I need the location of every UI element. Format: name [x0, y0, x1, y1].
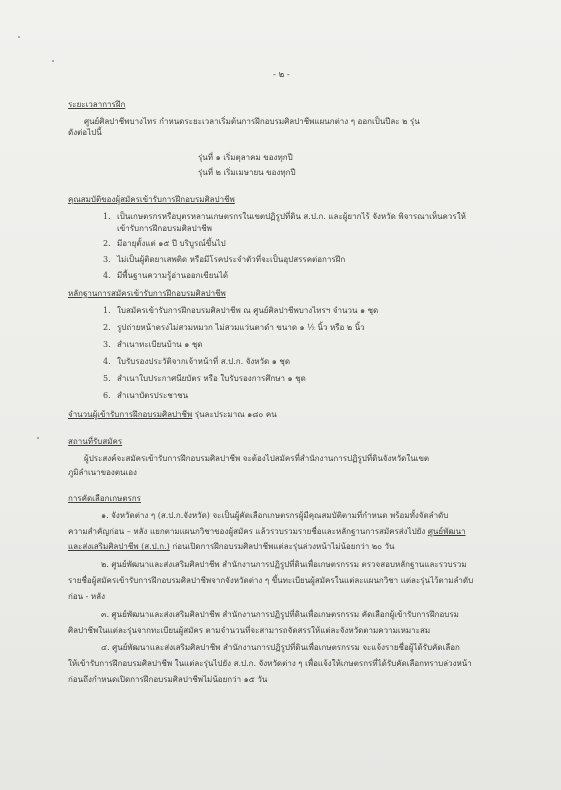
- qualification-text: มีอายุตั้งแต่ ๑๕ ปี บริบูรณ์ขึ้นไป: [117, 239, 226, 248]
- selection-p2-line3: ก่อน - หลัง: [68, 592, 105, 601]
- document-text: ใบรับรองประวัติจากเจ้าหน้าที่ ส.ป.ก. จังหวัด ๑ ชุด: [117, 357, 291, 366]
- selection-p1-line2: [68, 526, 466, 537]
- document-num: 4.: [103, 357, 111, 366]
- application-place-heading: สถานที่รับสมัคร: [68, 437, 123, 446]
- qualification-text: ไม่เป็นผู้ติดยาเสพติด หรือมีโรคประจำตัวที่จะเป็นอุปสรรคต่อการฝึก: [117, 255, 346, 264]
- selection-p4-line3: ก่อนถึงกำหนดเปิดการฝึกอบรมศิลปาชีพไม่น้อยกว่า ๑๕ วัน: [68, 675, 268, 684]
- qualifications-heading: คุณสมบัติของผู้สมัครเข้ารับการฝึกอบรมศิลปาชีพ: [68, 195, 235, 204]
- selection-p1-line1: ๑. จังหวัดต่าง ๆ (ส.ป.ก.จังหวัด) จะเป็นผู้คัดเลือกเกษตรกรผู้มีคุณสมบัติตามที่กำหนด พร้อมทั้งจัดลำดับ: [101, 511, 449, 520]
- document-text: สำเนาทะเบียนบ้าน ๑ ชุด: [117, 340, 203, 349]
- selection-p3-line2: ศิลปาชีพในแต่ละรุ่นจากทะเบียนผู้สมัคร ตามจำนวนที่จะสามารถจัดสรรให้แต่ละจังหวัดตามความเหมาะสม: [68, 626, 431, 635]
- scan-speck: [18, 36, 20, 38]
- document-text: รูปถ่ายหน้าตรงไม่สวมหมวก ไม่สวมแว่นตาดำ ขนาด ๑ ½ นิ้ว หรือ ๒ นิ้ว: [117, 323, 365, 332]
- document-text: สำเนาใบประกาศนียบัตร หรือ ใบรับรองการศึกษา ๑ ชุด: [117, 374, 306, 383]
- selection-p4-line2: ให้เข้ารับการฝึกอบรมศิลปาชีพ ในแต่ละรุ่นไปยัง ส.ป.ก. จังหวัดต่าง ๆ เพื่อแจ้งให้เกษตรกรที่ได้รับคัดเลือกทราบล่วงหน้า: [68, 659, 472, 668]
- documents-heading: หลักฐานการสมัครเข้ารับการฝึกอบรมศิลปาชีพ: [68, 289, 226, 298]
- document-text: ใบสมัครเข้ารับการฝึกอบรมศิลปาชีพ ณ ศูนย์ศิลปาชีพบางไทรฯ จำนวน ๑ ชุด: [117, 306, 379, 315]
- page-number: - ๒ -: [273, 70, 290, 80]
- selection-p1-center-name-cont: และส่งเสริมศิลปาชีพ (ส.ป.ก.): [68, 542, 170, 551]
- enrollment-line: [68, 409, 277, 420]
- qualification-num: 2.: [103, 239, 111, 248]
- qualification-text: มีพื้นฐานความรู้อ่านออกเขียนได้: [117, 271, 229, 280]
- application-place-line2: ภูมิลำเนาของตนเอง: [68, 468, 137, 477]
- enrollment-value: รุ่นละประมาณ ๑๘๐ คน: [192, 410, 277, 419]
- document-num: 6.: [103, 391, 111, 400]
- selection-p1-center-name: ศูนย์พัฒนา: [427, 527, 466, 536]
- qualification-num: 3.: [103, 255, 111, 264]
- selection-heading: การคัดเลือกเกษตรกร: [68, 494, 141, 503]
- document-text: สำเนาบัตรประชาชน: [117, 391, 189, 400]
- enrollment-label: จำนวนผู้เข้ารับการฝึกอบรมศิลปาชีพ: [68, 410, 193, 419]
- training-round-2: รุ่นที่ ๒ เริ่มเมษายน ของทุกปี: [198, 168, 296, 177]
- document-num: 3.: [103, 340, 111, 349]
- selection-p1-line3: [68, 541, 395, 552]
- selection-p4-line1: ๔. ศูนย์พัฒนาและส่งเสริมศิลปาชีพ สำนักงานการปฏิรูปที่ดินเพื่อเกษตรกรรม จะแจ้งรายชื่อผู้ได้รับคัดเลือก: [101, 643, 460, 652]
- training-period-intro-line2: ดังต่อไปนี้: [68, 128, 102, 137]
- qualification-text: เป็นเกษตรกรหรือบุตรหลานเกษตรกรในเขตปฏิรูปที่ดิน ส.ป.ก. และผู้ยากไร้ จังหวัด พิจารณาเห็นควรให้: [117, 212, 466, 221]
- application-place-line1: ผู้ประสงค์จะสมัครเข้ารับการฝึกอบรมศิลปาชีพ จะต้องไปสมัครที่สำนักงานการปฏิรูปที่ดินจังหวัดในเขต: [84, 454, 430, 463]
- qualification-num: 1.: [103, 212, 111, 221]
- selection-p3-line1: ๓. ศูนย์พัฒนาและส่งเสริมศิลปาชีพ สำนักงานการปฏิรูปที่ดินเพื่อเกษตรกรรม คัดเลือกผู้เข้ารับการฝึกอบรม: [101, 610, 459, 619]
- qualification-text-cont: เข้ารับการฝึกอบรมศิลปาชีพ: [117, 224, 212, 233]
- selection-p2-line1: ๒. ศูนย์พัฒนาและส่งเสริมศิลปาชีพ สำนักงานการปฏิรูปที่ดินเพื่อเกษตรกรรม ตรวจสอบหลักฐานและรวบรวม: [101, 560, 467, 569]
- document-num: 2.: [103, 323, 111, 332]
- selection-p1-line2-text: ความสำคัญก่อน – หลัง แยกตามแผนกวิชาของผู้สมัคร แล้วรวบรวมรายชื่อและหลักฐานการสมัครส่งไปยัง: [68, 527, 428, 536]
- qualification-num: 4.: [103, 271, 111, 280]
- selection-p2-line2: รายชื่อผู้สมัครเข้ารับการฝึกอบรมศิลปาชีพจากจังหวัดต่าง ๆ ขึ้นทะเบียนผู้สมัครในแต่ละแผนกวิชา แต่ละรุ่นไว้ตามลำดับ: [68, 576, 474, 585]
- document-num: 1.: [103, 306, 111, 315]
- training-period-heading: ระยะเวลาการฝึก: [68, 100, 126, 109]
- scan-speck: [52, 60, 54, 62]
- scan-speck: [37, 437, 39, 439]
- document-num: 5.: [103, 374, 111, 383]
- selection-p1-line3-text: ก่อนเปิดการฝึกอบรมศิลปาชีพแต่ละรุ่นล่วงหน้าไม่น้อยกว่า ๒๐ วัน: [169, 542, 395, 551]
- training-round-1: รุ่นที่ ๑ เริ่มตุลาคม ของทุกปี: [198, 153, 293, 162]
- training-period-intro-line1: ศูนย์ศิลปาชีพบางไทร กำหนดระยะเวลาเริ่มต้นการฝึกอบรมศิลปาชีพแผนกต่าง ๆ ออกเป็นปีละ ๒ รุ่น: [84, 117, 420, 126]
